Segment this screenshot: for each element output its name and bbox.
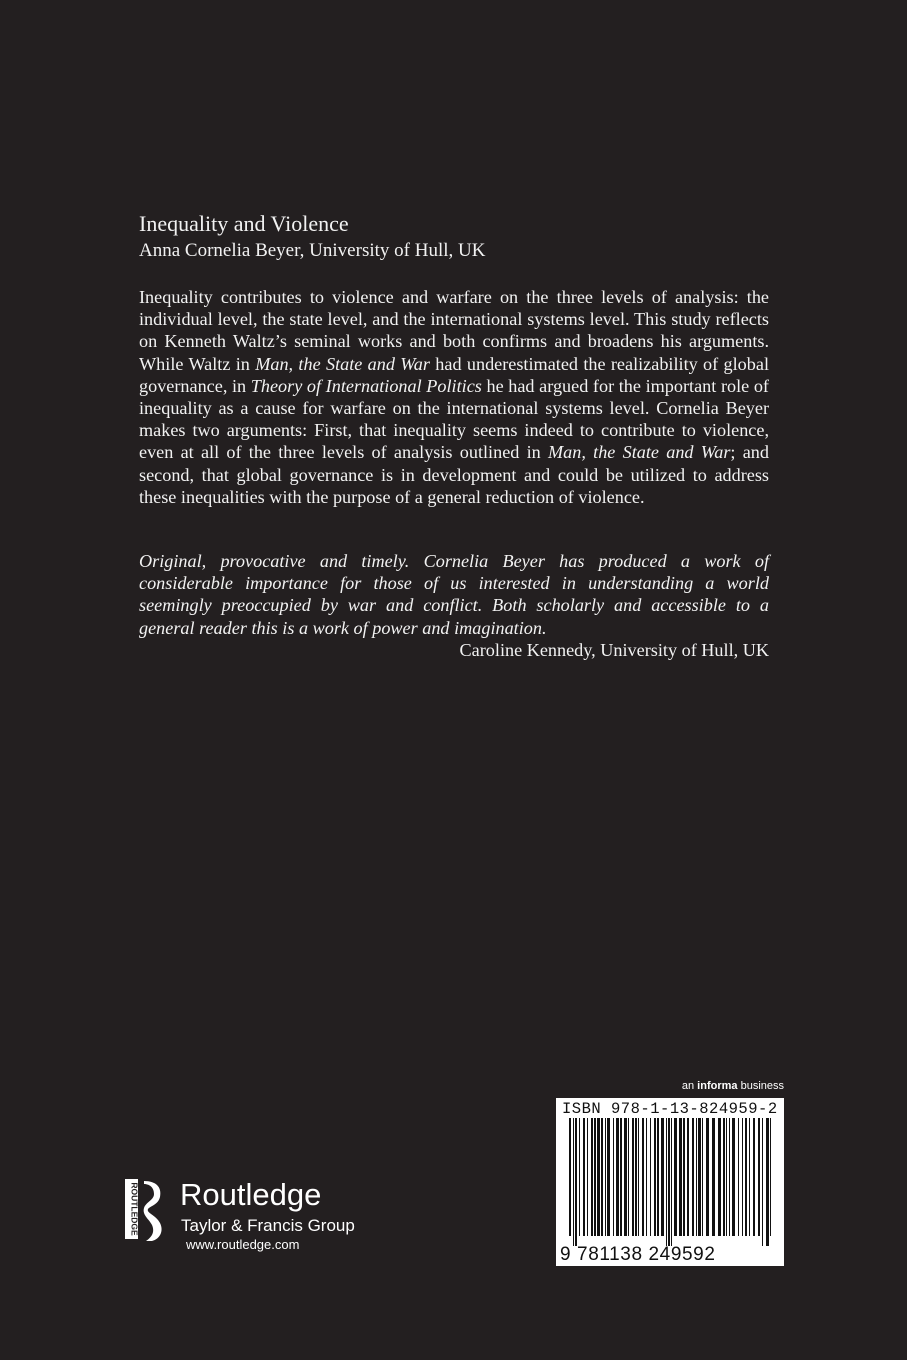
barcode-bar (692, 1118, 694, 1236)
informa-brand: informa (697, 1080, 738, 1092)
barcode-bar (654, 1118, 656, 1236)
barcode-bar (605, 1118, 606, 1236)
barcode-bar (742, 1118, 743, 1236)
informa-suffix: business (740, 1080, 784, 1092)
barcode-bar (706, 1118, 709, 1236)
barcode-bar (638, 1118, 639, 1236)
publisher-url: www.routledge.com (186, 1237, 300, 1252)
isbn-barcode (556, 1098, 784, 1266)
description-segment-italic: Man, the State and War (255, 353, 430, 374)
description-segment-italic: Man, the State and War (548, 442, 731, 463)
barcode-bar (587, 1118, 588, 1236)
endorsement-quote: Original, provocative and timely. Cornelia Beyer has produced a work of considerable importance for those of us interested in understanding a world seemingly preoccupied by war and conflict. Both scholarly and accessible to a general reader this is a work of power and imagination. (139, 551, 769, 638)
barcode-bar (674, 1118, 677, 1236)
barcode-bar (738, 1118, 739, 1236)
barcode-bar (723, 1118, 725, 1236)
informa-prefix: an (681, 1080, 695, 1092)
barcode-bar (679, 1118, 682, 1236)
barcode-bars (556, 1118, 784, 1248)
barcode-bar (569, 1118, 571, 1236)
barcode-bar (668, 1118, 670, 1246)
barcode-bar (616, 1118, 619, 1236)
barcode-bar (657, 1118, 659, 1236)
routledge-logo-icon (122, 1175, 172, 1245)
barcode-bar (650, 1118, 651, 1236)
barcode-bar (632, 1118, 634, 1236)
publisher-name: Routledge (180, 1177, 322, 1212)
logo-vertical-text: ROUTLEDGE (129, 1182, 140, 1236)
barcode-bar (666, 1118, 667, 1246)
isbn-digits: 9 781138 249592 (560, 1244, 716, 1265)
barcode-bar (579, 1118, 580, 1236)
barcode-bar (635, 1118, 637, 1236)
barcode-bar (712, 1118, 715, 1236)
barcode-bar (770, 1118, 771, 1236)
description-segment: had underestimated the realizability of global governance, in (139, 353, 769, 396)
barcode-bar (628, 1118, 629, 1236)
barcode-bar (766, 1118, 769, 1246)
book-description (139, 286, 769, 508)
barcode-bar (597, 1118, 600, 1236)
barcode-bar (729, 1118, 730, 1236)
barcode-bar (646, 1118, 647, 1236)
barcode-bar (624, 1118, 627, 1236)
barcode-bar (749, 1118, 750, 1236)
book-author: Anna Cornelia Beyer, University of Hull, UK (139, 240, 486, 261)
informa-tagline (652, 1080, 784, 1092)
description-segment: Inequality contributes to violence and warfare on the three levels of analysis: the individual level, the state level, and the international systems level. This study reflects on Kenneth Waltz’s seminal works and both confirms and broadens his arguments. While Waltz in (139, 287, 769, 374)
back-cover-content (139, 210, 769, 661)
barcode-bar (607, 1118, 610, 1236)
description-segment: he had argued for the important role of inequality as a cause for warfare on the international systems level. Cornelia Beyer makes two arguments: First, that inequality seems indeed to contribute to violence, even at all of the three levels of analysis outlined in (139, 375, 769, 463)
barcode-bar (687, 1118, 689, 1236)
barcode-bar (753, 1118, 755, 1236)
endorsement-attribution: Caroline Kennedy, University of Hull, UK (459, 639, 769, 660)
isbn-label: ISBN 978-1-13-824959-2 (562, 1100, 778, 1118)
barcode-bar (583, 1118, 585, 1236)
barcode-bar (671, 1118, 672, 1246)
barcode-bar (732, 1118, 735, 1236)
barcode-bar (613, 1118, 614, 1236)
barcode-bar (575, 1118, 577, 1246)
barcode-bar (601, 1118, 603, 1236)
book-title: Inequality and Violence (139, 211, 349, 236)
barcode-bar (661, 1118, 664, 1236)
barcode-bar (702, 1118, 703, 1236)
publisher-group: Taylor & Francis Group (181, 1216, 355, 1235)
barcode-bar (620, 1118, 622, 1236)
barcode-bar (698, 1118, 701, 1236)
barcode-bar (594, 1118, 596, 1236)
description-segment: ; and second, that global governance is in development and could be utilized to address these inequalities with the purpose of a general reduction of violence. (139, 442, 769, 507)
barcode-bar (758, 1118, 760, 1236)
publisher-block (122, 1175, 402, 1255)
barcode-bar (642, 1118, 644, 1236)
barcode-bar (762, 1118, 763, 1246)
barcode-bar (683, 1118, 685, 1236)
barcode-bar (591, 1118, 593, 1236)
barcode-bar (718, 1118, 721, 1236)
barcode-bar (726, 1118, 727, 1236)
barcode-bar (573, 1118, 574, 1246)
barcode-bar (745, 1118, 747, 1236)
description-segment-italic: Theory of International Politics (250, 375, 482, 396)
barcode-bar (696, 1118, 697, 1236)
